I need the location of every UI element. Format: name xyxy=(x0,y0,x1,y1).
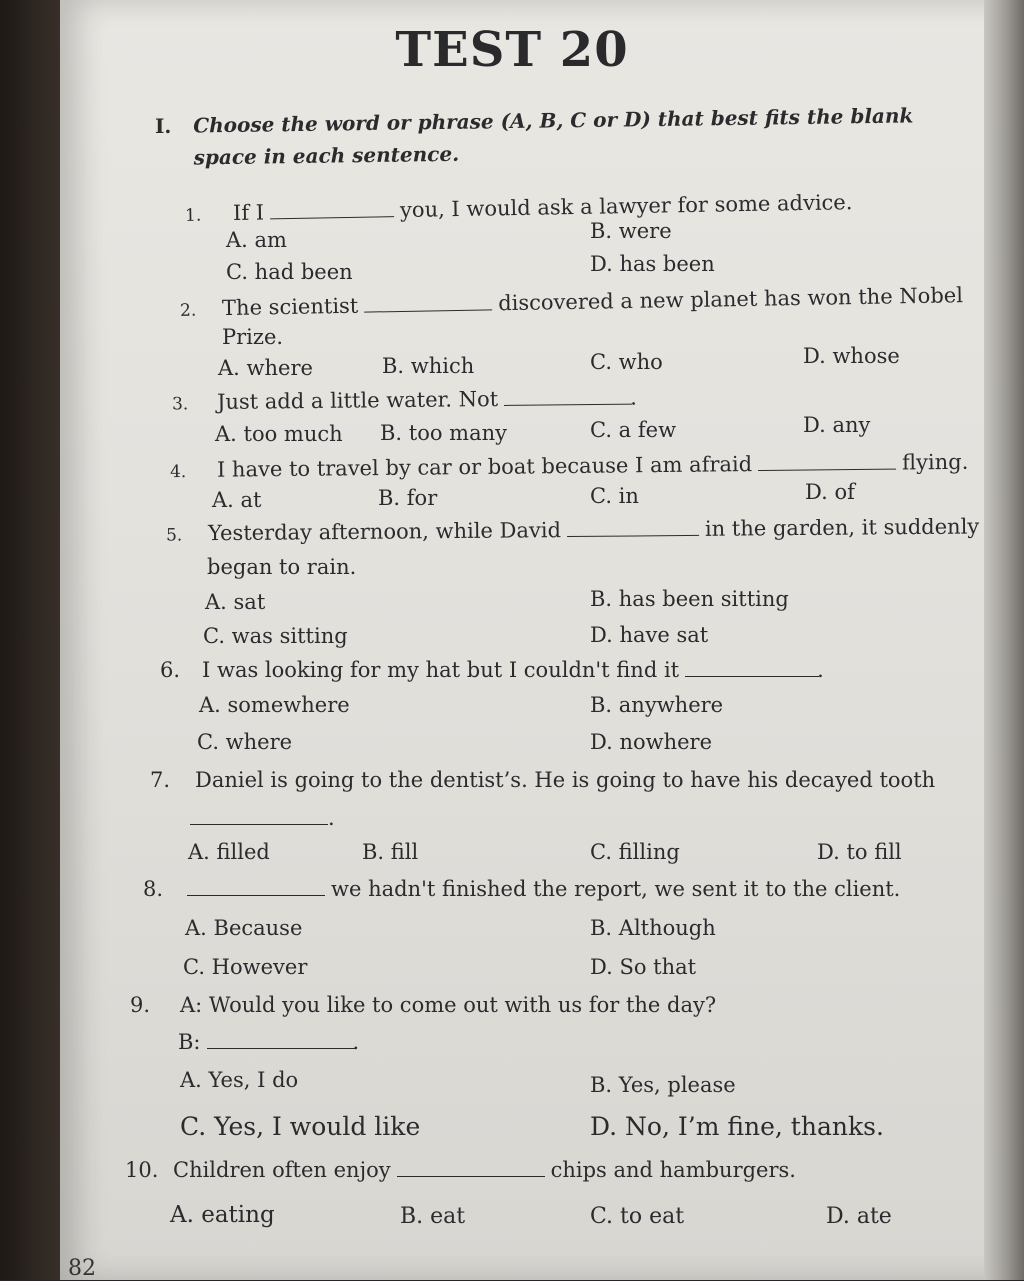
question-text-after: . xyxy=(328,806,335,830)
option-d: D. has been xyxy=(590,252,715,276)
option-a: A. Yes, I do xyxy=(180,1068,299,1092)
option-c: C. where xyxy=(197,730,293,754)
option-a: A. filled xyxy=(188,840,270,864)
option-c: C. to eat xyxy=(590,1204,685,1229)
question-text-before: Yesterday afternoon, while David xyxy=(207,518,562,546)
question-number: 7. xyxy=(150,768,171,792)
answer-blank xyxy=(207,1047,355,1049)
question-text-after: discovered a new planet has won the Nobel xyxy=(498,283,964,316)
option-b: B. anywhere xyxy=(590,693,724,717)
question-text-after: we hadn't finished the report, we sent it to the client. xyxy=(331,877,901,901)
option-d: D. No, I’m fine, thanks. xyxy=(590,1112,884,1141)
answer-blank xyxy=(504,403,632,406)
option-b: B. fill xyxy=(362,840,419,864)
question-number: 8. xyxy=(143,877,164,901)
question-text-after: in the garden, it suddenly xyxy=(704,514,980,541)
question-text-before: I was looking for my hat but I couldn't find it xyxy=(202,658,680,682)
option-a: A. eating xyxy=(170,1202,275,1228)
question-text-before: If I xyxy=(232,200,265,225)
option-c: C. who xyxy=(590,350,663,374)
option-b: B. were xyxy=(590,219,672,243)
option-a: A. sat xyxy=(205,590,266,614)
option-c: C. in xyxy=(590,484,639,508)
question-text-before: I have to travel by car or boat because I am afraid xyxy=(216,452,753,482)
answer-blank xyxy=(190,823,328,825)
test-title: TEST 20 xyxy=(395,22,629,78)
question-text-before: Children often enjoy xyxy=(173,1158,391,1182)
question-continuation: Prize. xyxy=(222,325,284,349)
question-text-before: Just add a little water. Not xyxy=(216,387,499,414)
question-number: 1. xyxy=(184,205,202,226)
option-a: A. somewhere xyxy=(199,693,350,717)
question-text-after: chips and hamburgers. xyxy=(550,1158,796,1182)
question-number: 2. xyxy=(179,300,197,321)
question-8 xyxy=(143,877,900,901)
option-c: C. a few xyxy=(590,418,677,442)
question-continuation xyxy=(178,1030,359,1054)
answer-blank xyxy=(270,215,394,219)
page-number: 82 xyxy=(68,1256,96,1281)
option-d: D. of xyxy=(805,480,855,504)
answer-blank xyxy=(758,468,896,471)
option-d: D. any xyxy=(803,413,871,437)
question-3 xyxy=(172,386,637,415)
question-number: 5. xyxy=(165,525,183,546)
question-text-after: . xyxy=(352,1030,360,1054)
answer-blank xyxy=(685,675,819,677)
option-b: B. Yes, please xyxy=(590,1073,736,1097)
option-d: D. So that xyxy=(590,955,697,979)
question-text-after: . xyxy=(630,385,637,410)
option-b: B. eat xyxy=(400,1204,466,1229)
option-a: A. am xyxy=(226,228,287,252)
question-number: 4. xyxy=(169,462,187,483)
option-d: D. nowhere xyxy=(590,730,713,754)
question-9 xyxy=(130,993,716,1017)
question-number: 9. xyxy=(130,993,151,1017)
option-c: C. had been xyxy=(226,260,353,284)
question-continuation xyxy=(190,806,335,830)
question-text-after: flying. xyxy=(901,449,969,475)
answer-blank xyxy=(187,894,325,896)
answer-blank xyxy=(567,534,699,537)
section-instruction xyxy=(155,103,975,174)
option-c: C. Yes, I would like xyxy=(180,1112,421,1141)
question-text-after: you, I would ask a lawyer for some advice. xyxy=(399,190,853,223)
option-b: B. has been sitting xyxy=(590,587,789,611)
option-c: C. filling xyxy=(590,840,680,864)
option-b: B. for xyxy=(378,486,438,510)
question-text-before: Daniel is going to the dentist’s. He is going to have his decayed tooth xyxy=(195,768,936,792)
option-a: A. too much xyxy=(215,422,343,446)
option-c: C. was sitting xyxy=(203,624,348,648)
question-number: 6. xyxy=(160,658,181,682)
question-number: 3. xyxy=(171,394,189,415)
question-text-before: A: Would you like to come out with us for the day? xyxy=(180,993,717,1017)
option-a: A. Because xyxy=(185,916,303,940)
option-c: C. However xyxy=(183,955,308,979)
question-number: 10. xyxy=(125,1158,159,1182)
option-b: B. Although xyxy=(590,916,716,940)
option-b: B. which xyxy=(382,354,475,378)
question-6 xyxy=(160,658,824,682)
question-10 xyxy=(125,1158,796,1182)
option-d: D. to fill xyxy=(817,840,902,864)
question-continuation: began to rain. xyxy=(207,555,357,579)
question-text-before: The scientist xyxy=(221,293,359,321)
option-a: A. at xyxy=(212,488,262,512)
question-7 xyxy=(150,768,935,792)
section-number: I. xyxy=(155,114,172,138)
option-d: D. whose xyxy=(803,344,900,368)
answer-blank xyxy=(397,1175,545,1177)
option-b: B. too many xyxy=(380,421,508,445)
answer-blank xyxy=(364,308,492,312)
page-edge xyxy=(984,0,1024,1280)
response-label: B: xyxy=(178,1030,201,1054)
option-d: D. have sat xyxy=(590,623,709,647)
option-a: A. where xyxy=(218,356,313,380)
option-d: D. ate xyxy=(826,1204,892,1229)
question-text-after: . xyxy=(817,658,824,682)
instruction-text: Choose the word or phrase (A, B, C or D) that best fits the blank space in each sentence. xyxy=(193,103,914,170)
